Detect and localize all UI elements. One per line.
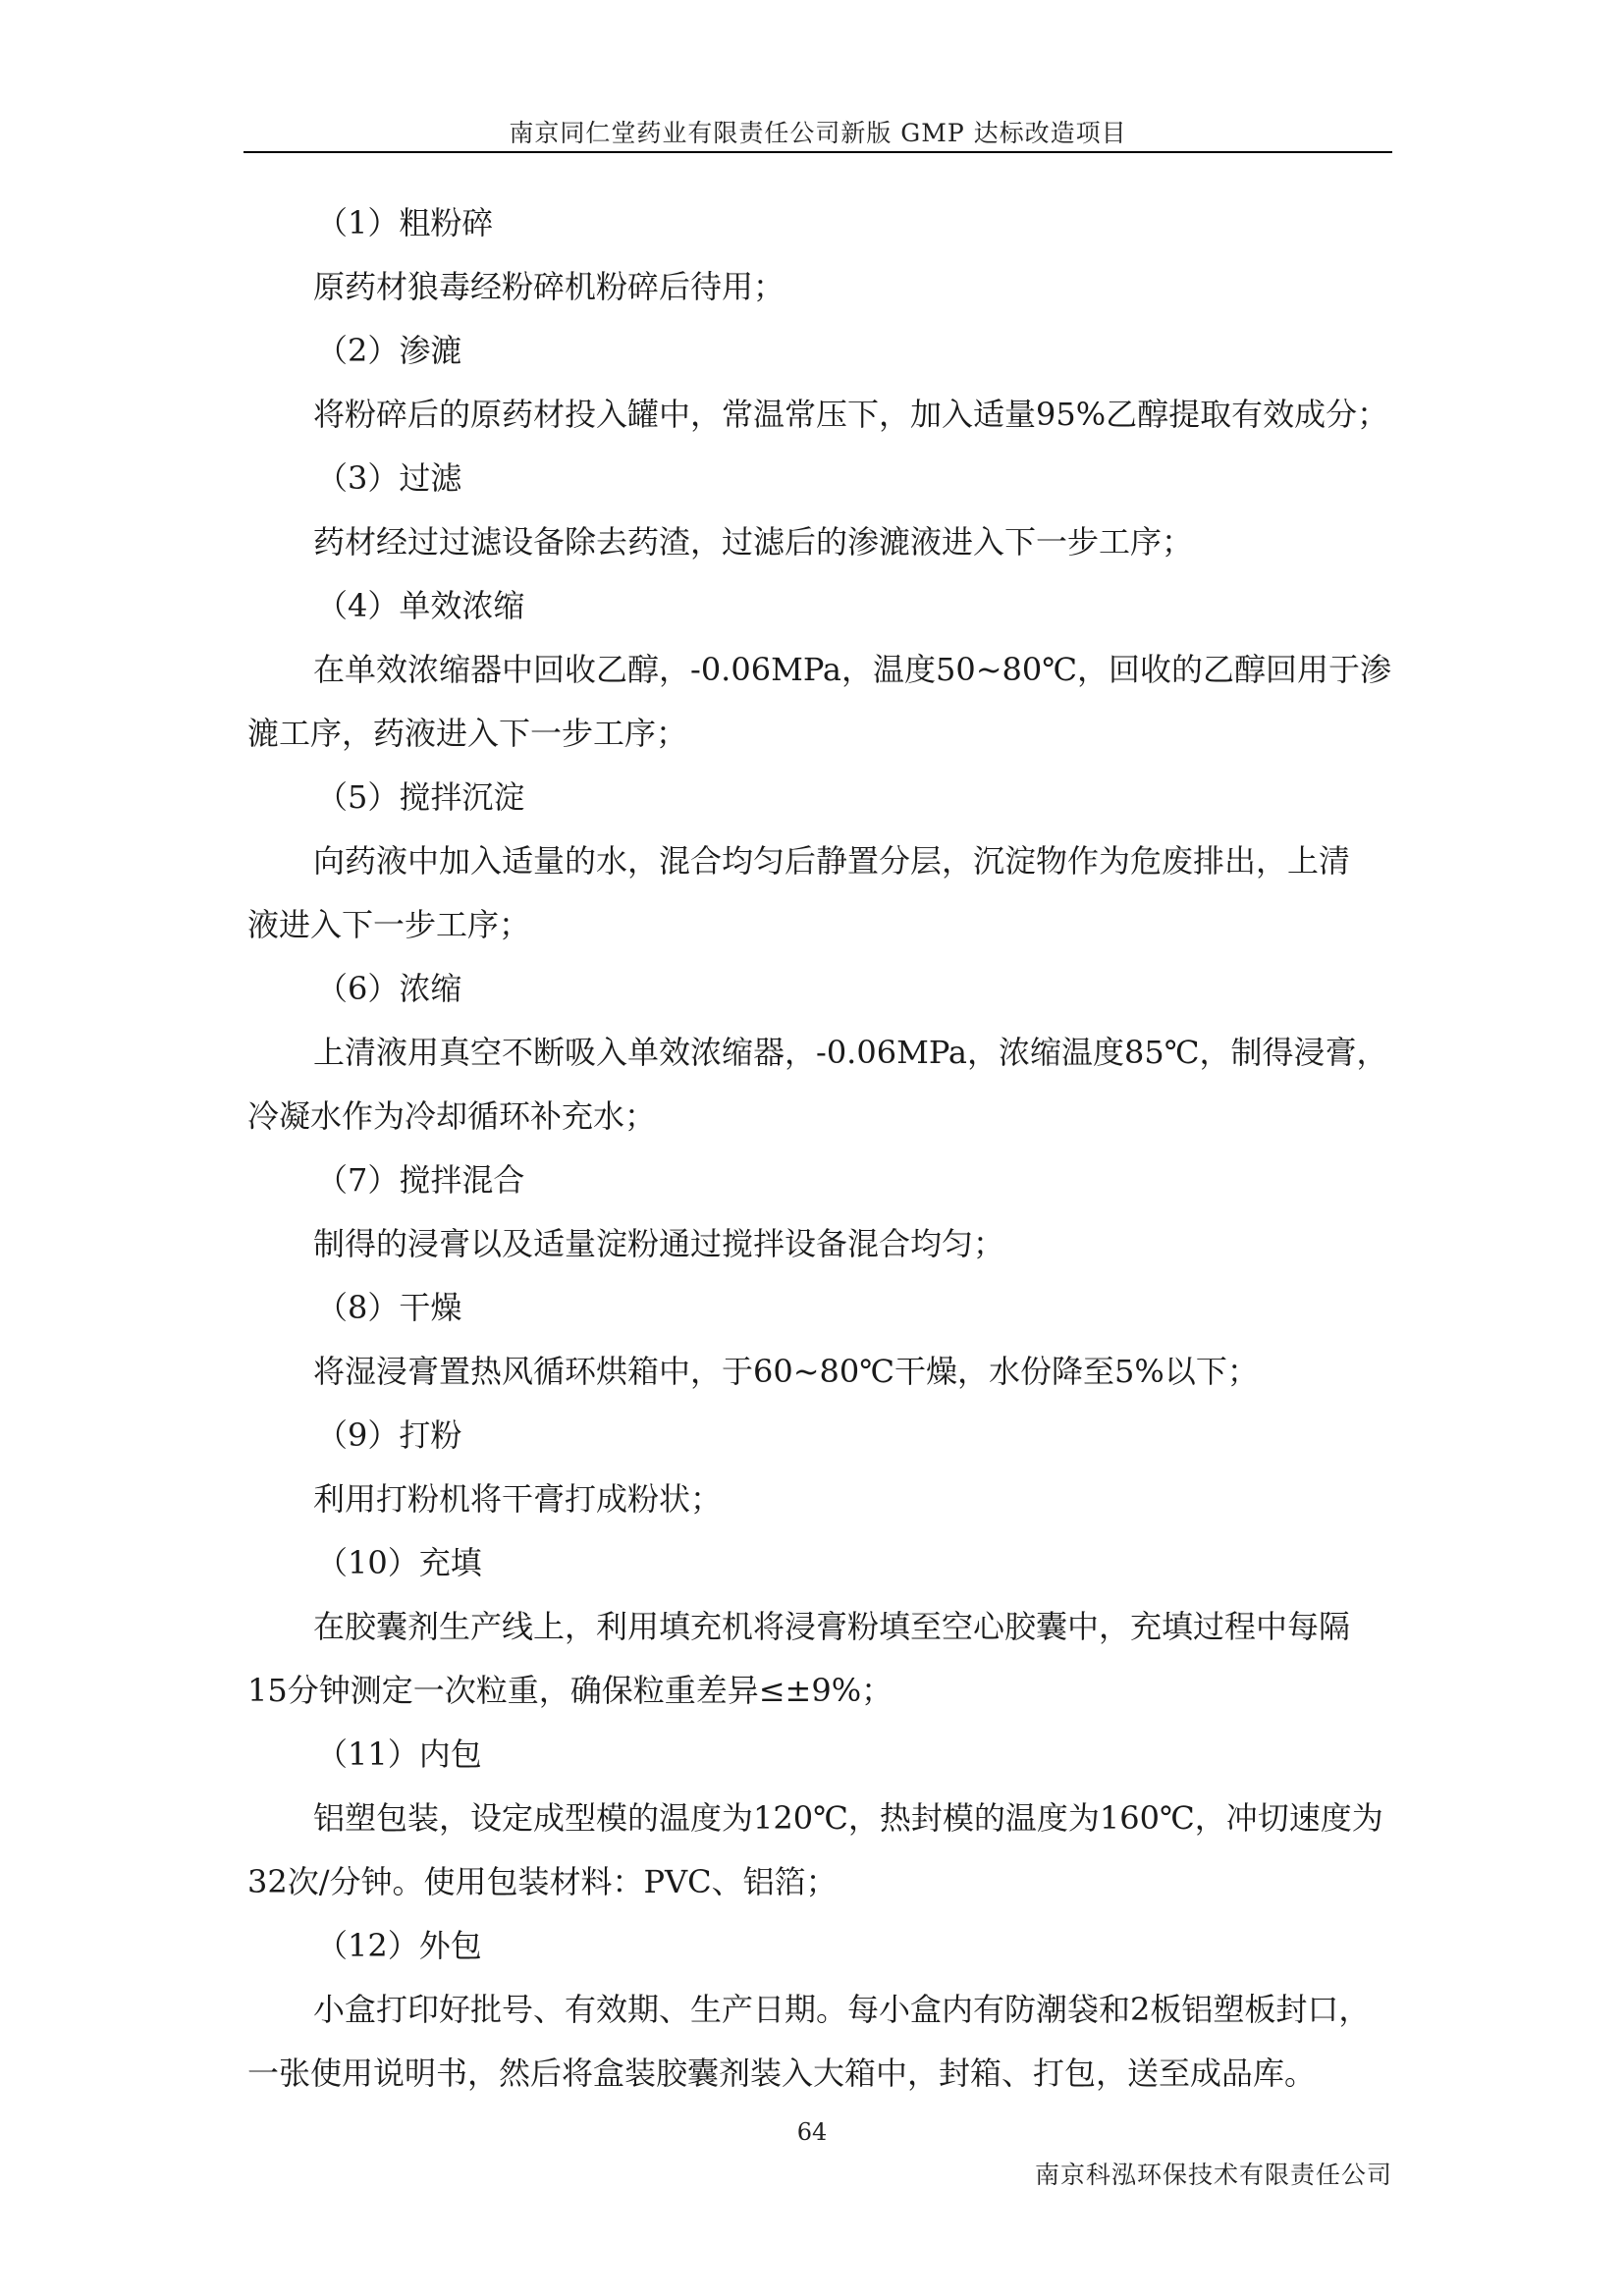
step-4	[247, 574, 1391, 766]
step-8	[247, 1276, 1391, 1404]
step-text	[247, 638, 1392, 766]
step-10	[247, 1531, 1391, 1723]
step-5	[247, 766, 1391, 957]
text-line: 将湿浸膏置热风循环烘箱中，于60~80℃干燥，水份降至5%以下；	[313, 1353, 1259, 1390]
text-line: 15分钟测定一次粒重，确保粒重差异≤±9%；	[247, 1672, 893, 1709]
step-text	[247, 1787, 1391, 1914]
text-line: 向药液中加入适量的水，混合均匀后静置分层，沉淀物作为危废排出，上清	[313, 842, 1351, 880]
step-heading: （6）浓缩	[316, 970, 462, 1007]
text-line: 在胶囊剂生产线上，利用填充机将浸膏粉填至空心胶囊中，充填过程中每隔	[313, 1608, 1351, 1645]
text-line: 铝塑包装，设定成型模的温度为120℃，热封模的温度为160℃，冲切速度为	[313, 1799, 1383, 1837]
step-text	[313, 1340, 1391, 1404]
text-line: 漉工序，药液进入下一步工序；	[247, 715, 688, 752]
text-line: 利用打粉机将干膏打成粉状；	[313, 1480, 723, 1518]
text-line: 在单效浓缩器中回收乙醇，-0.06MPa，温度50~80℃，回收的乙醇回用于渗	[313, 651, 1392, 688]
step-heading: （4）单效浓缩	[316, 587, 525, 624]
step-heading: （9）打粉	[316, 1416, 462, 1454]
step-heading: （2）渗漉	[316, 332, 462, 369]
footer-company-name: 南京科泓环保技术有限责任公司	[1034, 2161, 1392, 2189]
step-text	[313, 383, 1391, 447]
step-2	[247, 319, 1391, 447]
header-divider	[244, 151, 1392, 153]
step-11	[247, 1723, 1391, 1914]
step-heading: （1）粗粉碎	[316, 204, 494, 241]
text-line: 32次/分钟。使用包装材料：PVC、铝箔；	[247, 1863, 838, 1900]
step-heading: （8）干燥	[316, 1289, 462, 1326]
step-text	[247, 1978, 1391, 2106]
text-line: 上清液用真空不断吸入单效浓缩器，-0.06MPa，浓缩温度85℃，制得浸膏，	[313, 1034, 1388, 1071]
text-line: 冷凝水作为冷却循环补充水；	[247, 1097, 657, 1135]
step-12	[247, 1914, 1391, 2106]
step-heading: （10）充填	[316, 1544, 482, 1581]
step-1	[247, 191, 1391, 319]
step-6	[247, 957, 1391, 1148]
step-9	[247, 1404, 1391, 1531]
step-text	[313, 1212, 1391, 1276]
step-text	[247, 1021, 1391, 1148]
text-line: 小盒打印好批号、有效期、生产日期。每小盒内有防潮袋和2板铝塑板封口，	[313, 1991, 1371, 2028]
text-line: 原药材狼毒经粉碎机粉碎后待用；	[313, 268, 785, 305]
text-line: 液进入下一步工序；	[247, 906, 531, 943]
step-heading: （3）过滤	[316, 459, 462, 497]
step-heading: （5）搅拌沉淀	[316, 778, 525, 816]
page-header-title: 南京同仁堂药业有限责任公司新版 GMP 达标改造项目	[509, 119, 1127, 147]
page-number: 64	[796, 2118, 828, 2146]
text-line: 一张使用说明书，然后将盒装胶囊剂装入大箱中，封箱、打包，送至成品库。	[247, 2055, 1317, 2092]
text-line: 药材经过过滤设备除去药渣，过滤后的渗漉液进入下一步工序；	[313, 523, 1194, 561]
step-text	[247, 1595, 1391, 1723]
step-heading: （12）外包	[316, 1927, 482, 1964]
document-body	[247, 191, 1391, 2106]
step-text	[313, 510, 1391, 574]
step-7	[247, 1148, 1391, 1276]
step-text	[313, 255, 1391, 319]
step-heading: （7）搅拌混合	[316, 1161, 525, 1199]
text-line: 制得的浸膏以及适量淀粉通过搅拌设备混合均匀；	[313, 1225, 1005, 1262]
text-line: 将粉碎后的原药材投入罐中，常温常压下，加入适量95%乙醇提取有效成分；	[313, 396, 1389, 433]
step-3	[247, 447, 1391, 574]
step-text	[247, 829, 1391, 957]
step-heading: （11）内包	[316, 1735, 482, 1773]
step-text	[313, 1468, 1391, 1531]
